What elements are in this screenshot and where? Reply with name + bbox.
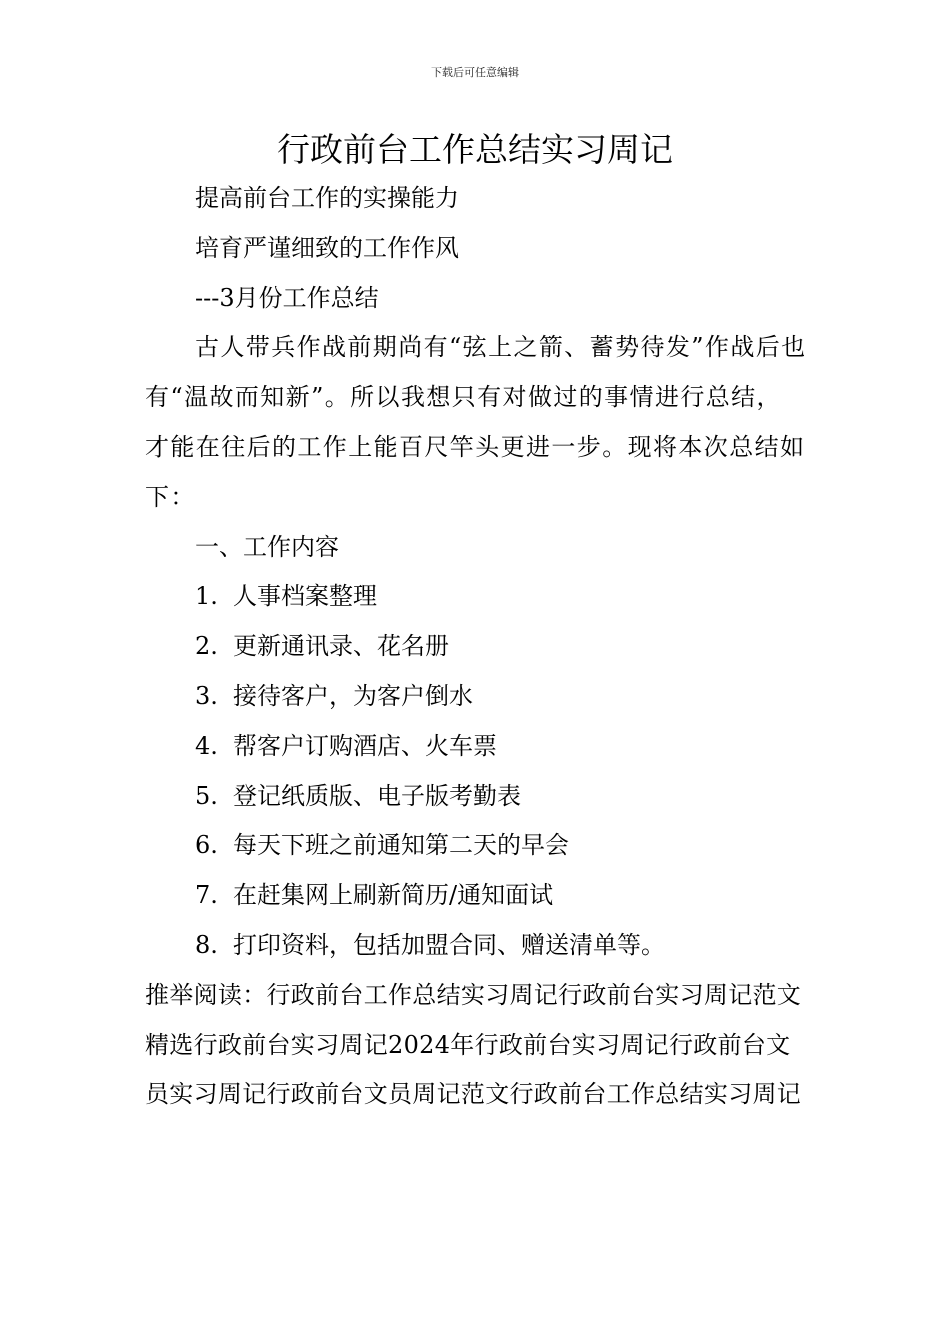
- document-body: [145, 174, 807, 1120]
- list-item: [145, 722, 807, 772]
- list-item-number: 8.: [195, 930, 218, 959]
- list-item-text: 更新通讯录、花名册: [233, 632, 449, 661]
- list-item-text: 登记纸质版、电子版考勤表: [233, 781, 521, 810]
- document-title: 行政前台工作总结实习周记: [277, 130, 673, 169]
- intro-line-2: 培育严谨细致的工作作风: [195, 233, 459, 262]
- intro-paragraph: 古人带兵作战前期尚有“弦上之箭、蓄势待发”作战后也有“温故而知新”。所以我想只有对做过的事情进行总结，才能在往后的工作上能百尺竿头更进一步。现将本次总结如下：: [145, 333, 807, 511]
- list-item-text: 帮客户订购酒店、火车票: [233, 731, 497, 760]
- recommended-reading: 推举阅读：行政前台工作总结实习周记行政前台实习周记范文精选行政前台实习周记2024年行政前台实习周记行政前台文员实习周记行政前台文员周记范文行政前台工作总结实习周记: [145, 980, 802, 1109]
- list-item: [145, 821, 807, 871]
- list-item-number: 6.: [195, 831, 218, 860]
- list-item-text: 打印资料，包括加盟合同、赠送清单等。: [233, 930, 665, 959]
- list-item-number: 5.: [195, 781, 218, 810]
- list-item: [145, 622, 807, 672]
- list-item: [145, 871, 807, 921]
- list-item-text: 在赶集网上刷新简历/通知面试: [233, 881, 554, 910]
- list-item-number: 1.: [195, 582, 218, 611]
- list-item-text: 每天下班之前通知第二天的早会: [233, 831, 569, 860]
- list-item-number: 7.: [195, 881, 218, 910]
- list-item-text: 人事档案整理: [233, 582, 377, 611]
- list-item: [145, 772, 807, 822]
- list-item-number: 3.: [195, 681, 218, 710]
- work-items-list: [145, 572, 807, 970]
- list-item: [145, 572, 807, 622]
- list-item-number: 2.: [195, 632, 218, 661]
- intro-line-3: ---3月份工作总结: [195, 283, 379, 312]
- list-item-number: 4.: [195, 731, 218, 760]
- section-heading: 一、工作内容: [195, 532, 339, 561]
- header-note: 下载后可任意编辑: [431, 66, 519, 79]
- list-item: [145, 672, 807, 722]
- list-item: [145, 921, 807, 971]
- list-item-text: 接待客户，为客户倒水: [233, 681, 473, 710]
- intro-line-1: 提高前台工作的实操能力: [195, 184, 459, 212]
